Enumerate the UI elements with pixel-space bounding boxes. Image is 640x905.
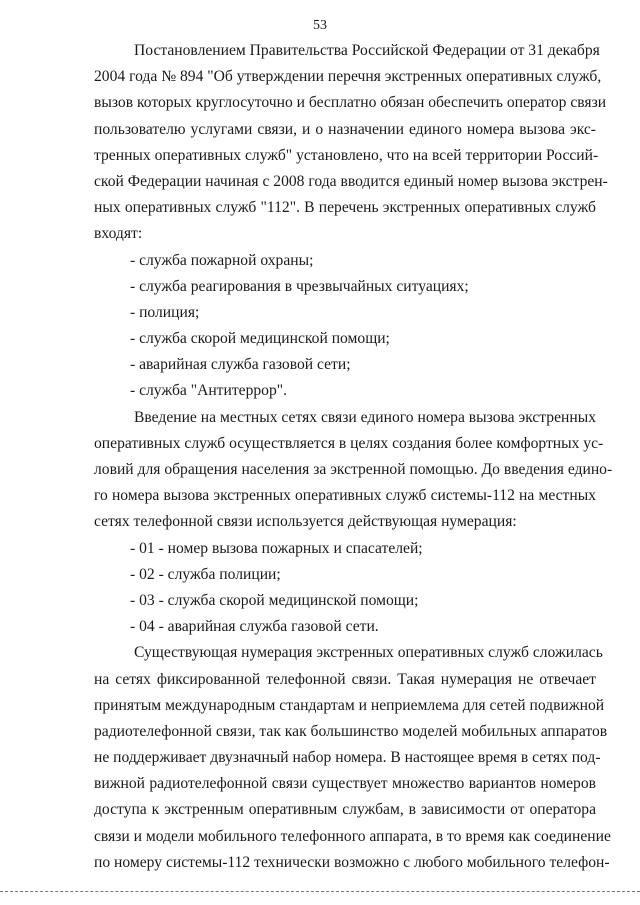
text-line: пользователю услугами связи, и о назначении единого номера вызова экс- xyxy=(94,120,596,138)
list-item: - 03 - служба скорой медицинской помощи; xyxy=(130,591,419,609)
list-item: - 02 - служба полиции; xyxy=(130,565,281,583)
text-line: го номера вызова экстренных оперативных служб системы-112 на местных xyxy=(94,487,596,505)
page-number: 53 xyxy=(313,18,327,33)
text-line: ных оперативных служб "112". В перечень экстренных оперативных служб xyxy=(94,199,596,217)
page-bottom-rule xyxy=(0,891,640,892)
list-item: - служба пожарной охраны; xyxy=(130,251,314,269)
document-body xyxy=(94,38,613,876)
text-line: вызов которых круглосуточно и бесплатно обязан обеспечить оператор связи xyxy=(94,94,607,112)
text-line: по номеру системы-112 технически возможно с любого мобильного телефон- xyxy=(94,853,610,871)
text-line: вижной радиотелефонной связи существует множество вариантов номеров xyxy=(94,775,596,793)
text-line: сетях телефонной связи используется действующая нумерация: xyxy=(94,513,517,531)
text-line: радиотелефонной связи, так как большинство моделей мобильных аппаратов xyxy=(94,722,608,740)
text-line: ловий для обращения населения за экстренной помощью. До введения едино- xyxy=(94,461,613,478)
list-item: - служба скорой медицинской помощи; xyxy=(130,330,390,348)
text-line: Существующая нумерация экстренных оперативных служб сложилась xyxy=(134,644,603,662)
list-item: - аварийная служба газовой сети; xyxy=(130,356,351,374)
text-line: 2004 года № 894 "Об утверждении перечня экстренных оперативных служб, xyxy=(94,68,602,86)
text-line: на сетях фиксированной телефонной связи. Такая нумерация не отвечает xyxy=(94,670,596,688)
list-item: - служба "Антитеррор". xyxy=(130,382,288,400)
text-line: входят: xyxy=(94,225,143,243)
text-line: оперативных служб осуществляется в целях создания более комфортных ус- xyxy=(94,434,604,452)
text-line: Введение на местных сетях связи единого номера вызова экстренных xyxy=(134,408,596,426)
list-item: - 04 - аварийная служба газовой сети. xyxy=(130,618,379,636)
list-item: - полиция; xyxy=(130,303,200,321)
text-line: ской Федерации начиная с 2008 года вводится единый номер вызова экстрен- xyxy=(94,172,608,190)
text-line: Постановлением Правительства Российской Федерации от 31 декабря xyxy=(134,42,600,59)
text-line: принятым международным стандартам и неприемлема для сетей подвижной xyxy=(94,696,605,714)
text-line: тренных оперативных служб" установлено, что на всей территории Россий- xyxy=(94,146,599,164)
list-item: - служба реагирования в чрезвычайных ситуациях; xyxy=(130,277,469,295)
list-item: - 01 - номер вызова пожарных и спасателей; xyxy=(130,539,423,557)
text-line: не поддерживает двузначный набор номера. В настоящее время в сетях под- xyxy=(94,749,601,767)
text-line: связи и модели мобильного телефонного аппарата, в то время как соединение xyxy=(94,827,611,845)
text-line: доступа к экстренным оперативным службам, в зависимости от оператора xyxy=(94,801,596,819)
